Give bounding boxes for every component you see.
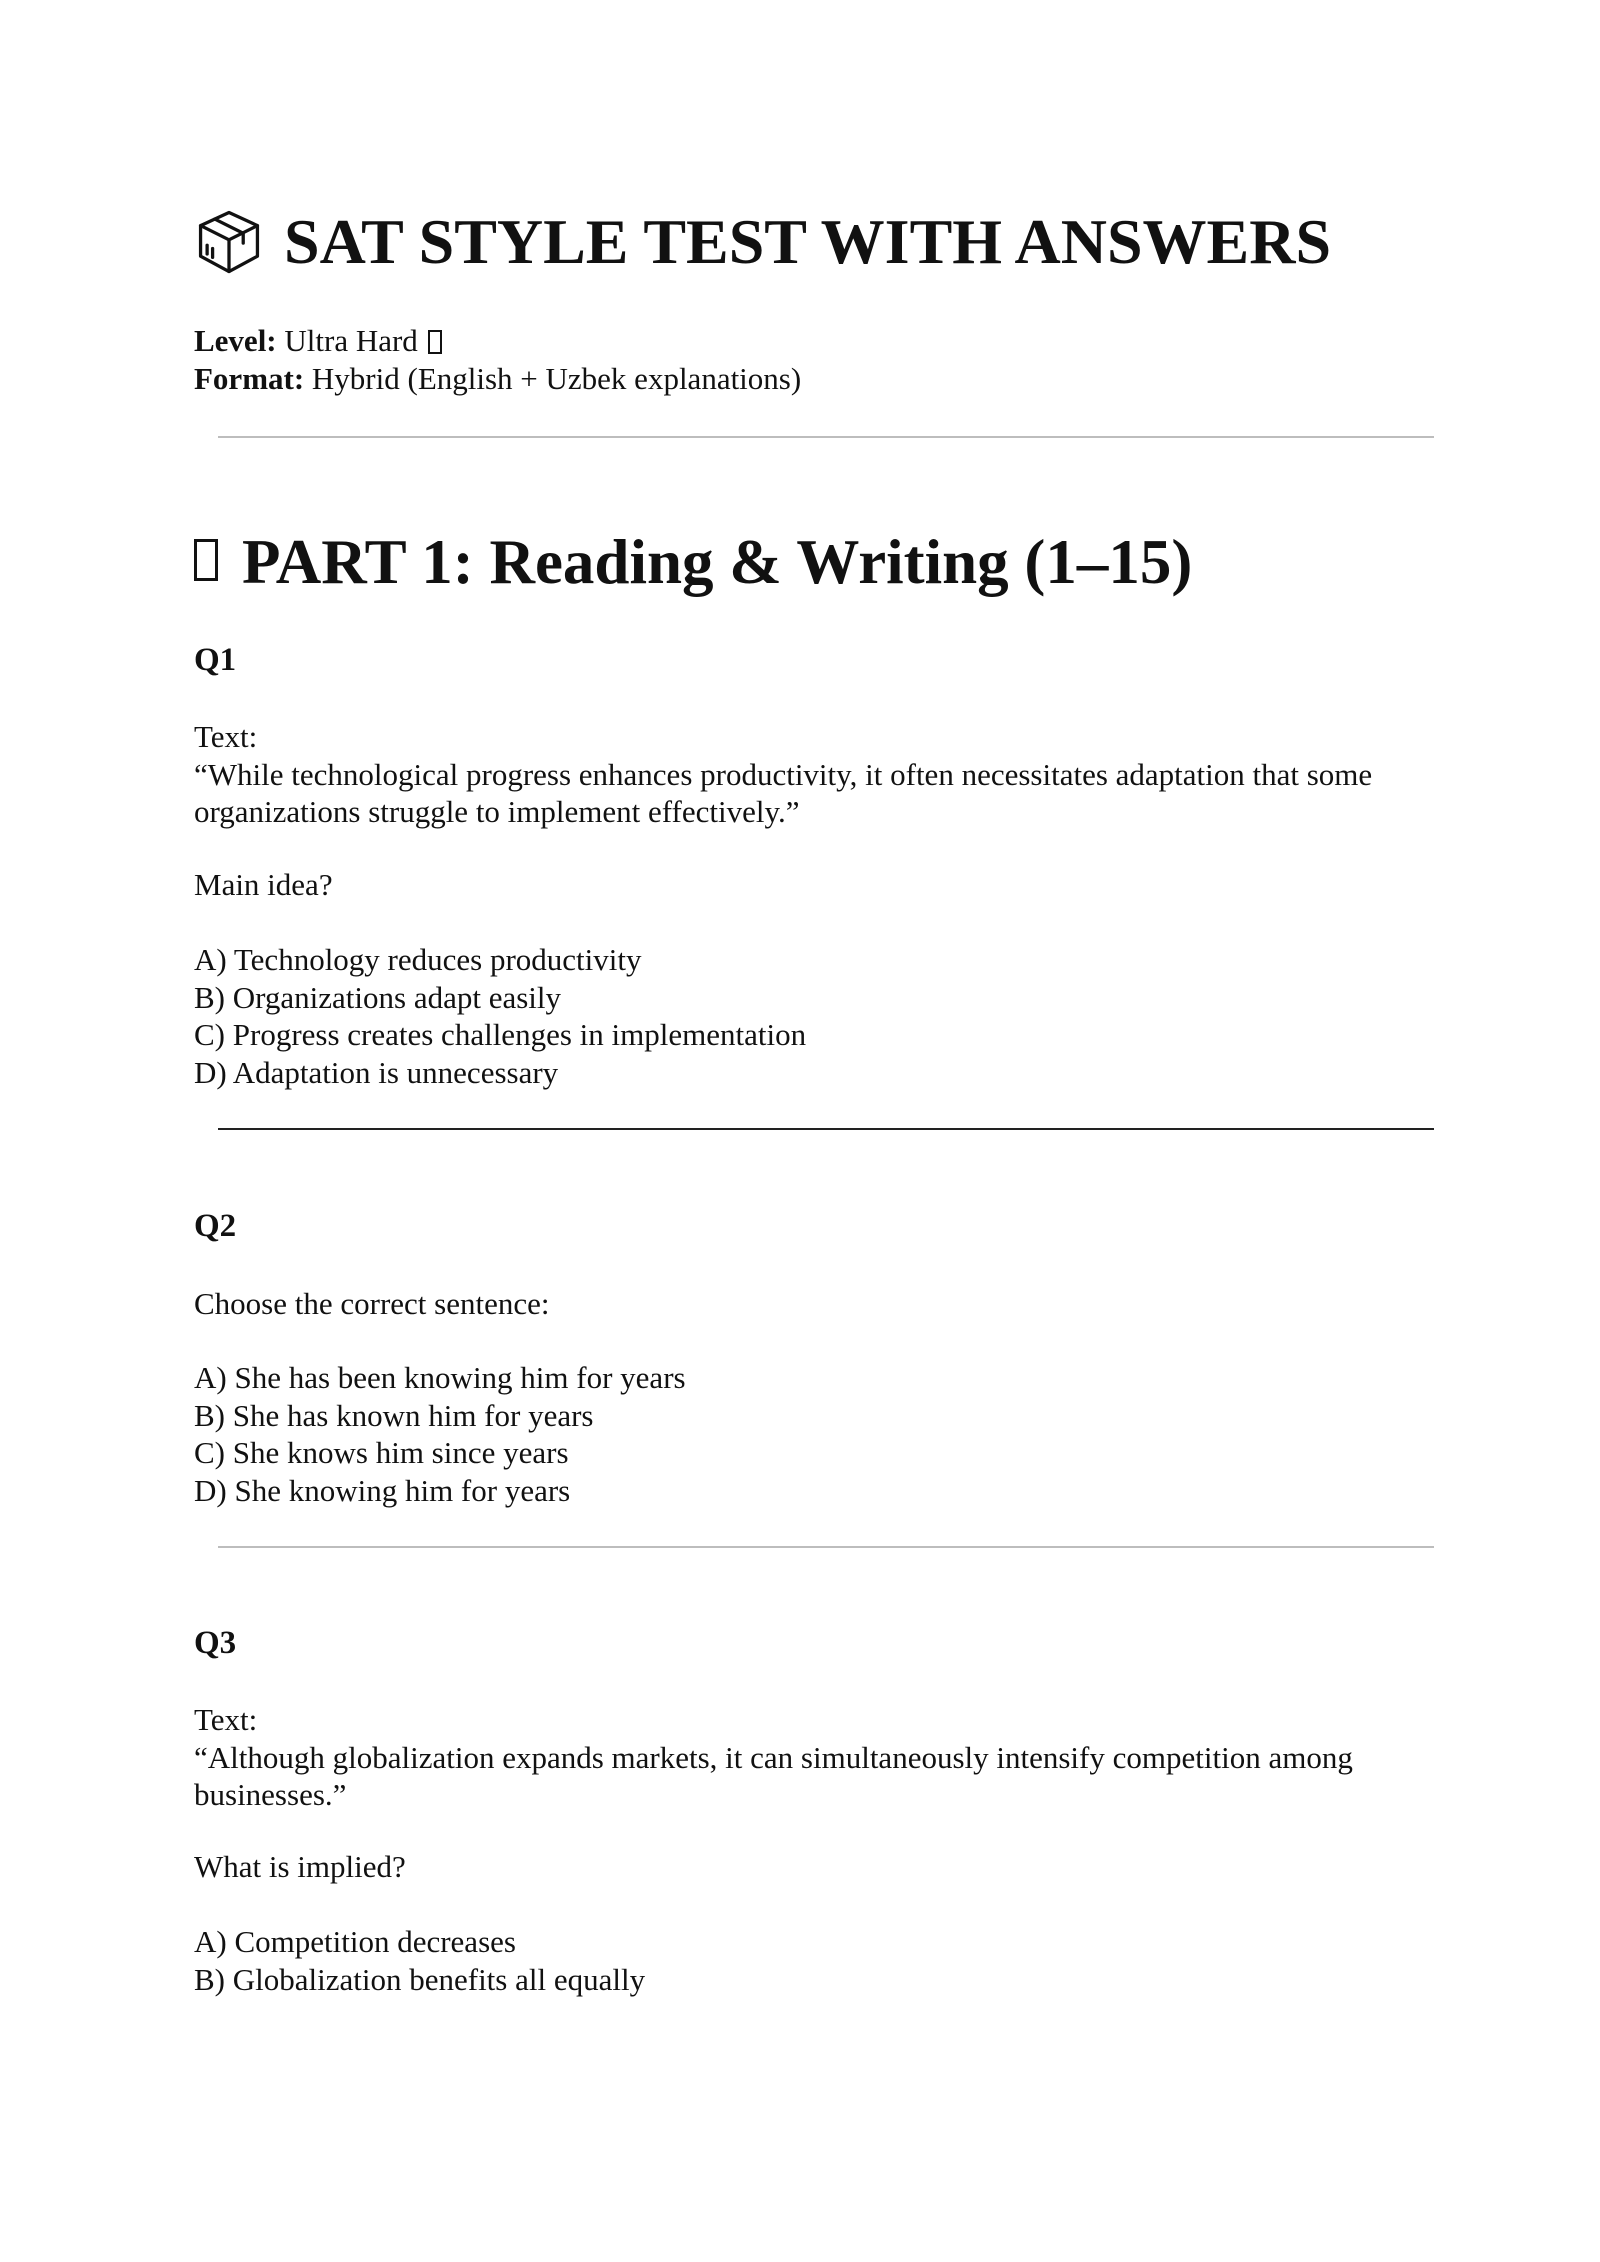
answer-option: B) Organizations adapt easily (194, 979, 562, 1015)
divider (218, 436, 1434, 438)
question-number: Q1 (194, 642, 237, 678)
package-icon (194, 207, 264, 277)
passage: “Although globalization expands markets, it can simultaneously intensify competition among businesses.” (194, 1739, 1353, 1812)
question-passage-block (194, 1701, 1444, 1814)
question-number: Q2 (194, 1208, 237, 1244)
answer-option: C) She knows him since years (194, 1435, 569, 1470)
question-number: Q3 (194, 1625, 237, 1661)
missing-glyph-icon (194, 539, 218, 581)
divider (218, 1128, 1434, 1130)
level-value: Ultra Hard (284, 323, 418, 358)
answer-option: C) Progress creates challenges in implementation (194, 1017, 807, 1052)
missing-glyph-icon (428, 330, 442, 354)
part-heading-text: PART 1: Reading & Writing (1–15) (242, 527, 1193, 597)
document-meta (194, 322, 801, 398)
text-label: Text: (194, 719, 258, 754)
title-text: SAT STYLE TEST WITH ANSWERS (284, 206, 1332, 277)
answer-option: A) She has been knowing him for years (194, 1360, 686, 1395)
format-line (194, 360, 801, 398)
level-label: Level: (194, 323, 277, 358)
answer-option: D) Adaptation is unnecessary (194, 1054, 559, 1090)
answer-option: A) Technology reduces productivity (194, 942, 642, 977)
answer-options (194, 1359, 686, 1509)
answer-option: B) She has known him for years (194, 1397, 594, 1433)
part-heading (194, 520, 1192, 604)
document-title (194, 200, 1331, 284)
answer-options (194, 1923, 645, 1998)
question-prompt: Choose the correct sentence: (194, 1286, 550, 1321)
text-label: Text: (194, 1702, 258, 1737)
answer-options (194, 941, 806, 1091)
divider (218, 1546, 1434, 1548)
answer-option: B) Globalization benefits all equally (194, 1961, 646, 1997)
question-prompt: Main idea? (194, 867, 333, 902)
question-passage-block (194, 718, 1444, 831)
format-label: Format: (194, 361, 305, 396)
format-value: Hybrid (English + Uzbek explanations) (311, 361, 802, 396)
question-prompt: What is implied? (194, 1849, 406, 1884)
level-line (194, 322, 801, 360)
answer-option: D) She knowing him for years (194, 1472, 571, 1508)
answer-option: A) Competition decreases (194, 1924, 516, 1959)
passage: “While technological progress enhances productivity, it often necessitates adaptation that some organizations struggle to implement effectively.” (194, 756, 1373, 829)
